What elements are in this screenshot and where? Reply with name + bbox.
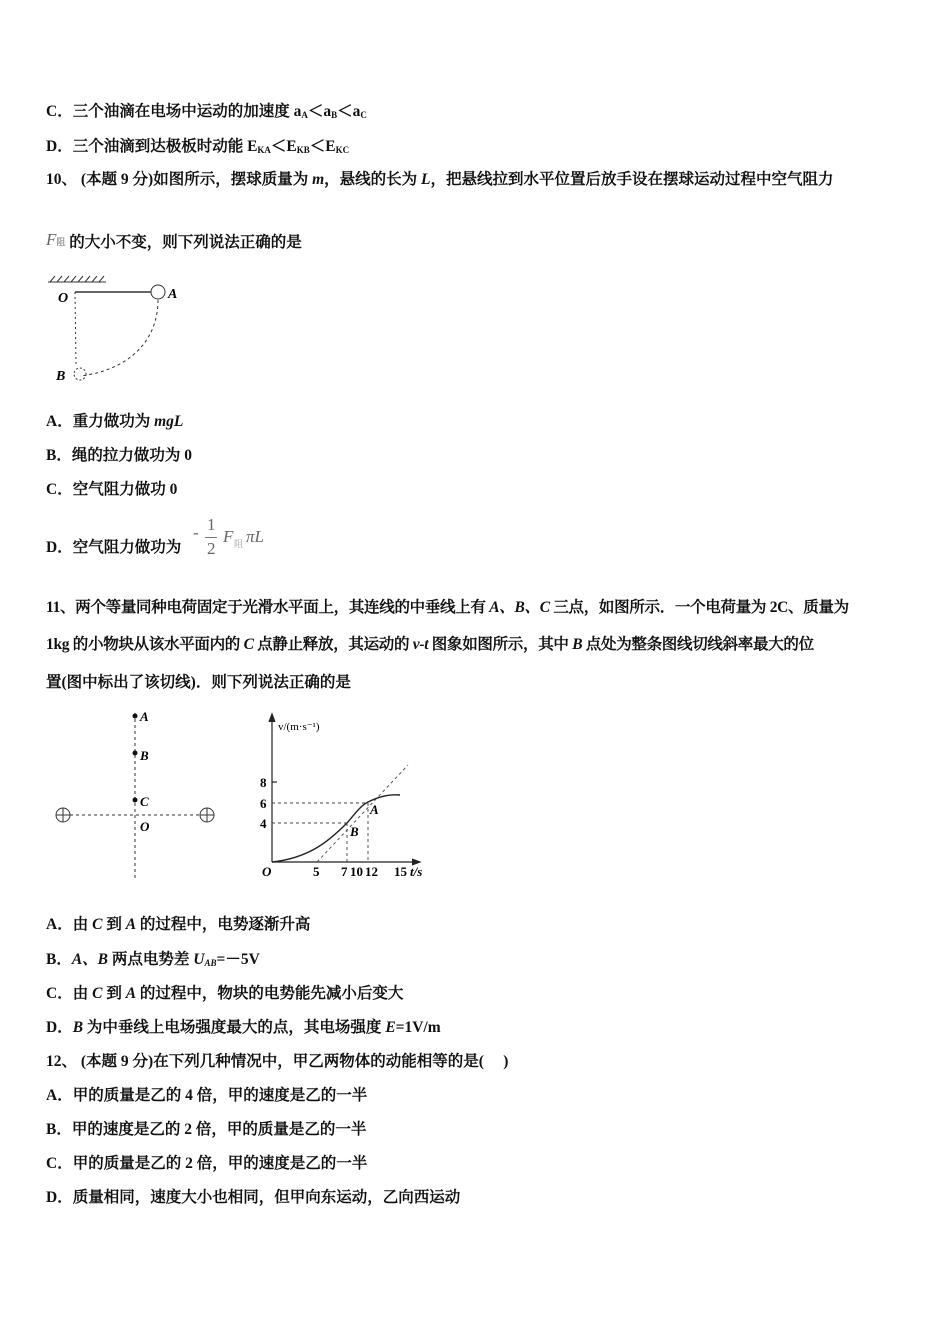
stem-text: ，悬线的长为	[324, 171, 422, 188]
option-label: D．	[46, 138, 73, 155]
subscript: KB	[296, 145, 310, 155]
subscript: KC	[335, 145, 350, 155]
option-text: 甲的质量是乙的 2 倍，甲的速度是乙的一半	[72, 1155, 368, 1172]
math: C	[243, 636, 254, 653]
option-text: 三个油滴在电场中运动的加速度 a	[72, 103, 302, 120]
math: B	[572, 636, 583, 653]
origin-label: O	[140, 819, 150, 834]
point-b-label: B	[350, 824, 359, 839]
math: C	[92, 916, 103, 933]
q12-option-b	[46, 1120, 366, 1140]
point-b-label: B	[140, 748, 149, 763]
math-f: F	[223, 527, 234, 546]
option-text: 质量相同，速度大小也相同，但甲向东运动，乙向西运动	[72, 1189, 461, 1206]
math: U	[193, 951, 205, 968]
option-text: 由	[72, 985, 93, 1002]
q9-option-d	[46, 137, 349, 160]
y-axis-label: v/(m·s⁻¹)	[278, 721, 320, 733]
math: A、B	[71, 951, 109, 968]
math: A	[125, 916, 137, 933]
y-tick-label: 8	[260, 775, 267, 790]
option-label: C．	[46, 103, 73, 120]
option-text: ＜a	[307, 103, 332, 120]
option-label: A．	[46, 413, 73, 430]
math-m: m	[312, 171, 325, 188]
stem-text: ，把悬线拉到水平位置后放手设在摆球运动过程中空气阻力	[430, 171, 834, 188]
label-b: B	[56, 369, 66, 384]
option-label: D．	[46, 1019, 73, 1036]
option-label: A．	[46, 1087, 73, 1104]
x-tick-label: 10	[350, 864, 363, 879]
subscript: C	[360, 110, 367, 120]
point-a-label: A	[370, 802, 379, 817]
option-text: 三个油滴到达极板时动能 E	[72, 138, 258, 155]
charges-figure	[50, 705, 225, 885]
option-label: B．	[46, 1121, 72, 1138]
math: E	[385, 1019, 396, 1036]
stem-text: 的大小不变，则下列说法正确的是	[69, 234, 302, 251]
math-f: F	[46, 230, 57, 249]
subscript: AB	[204, 958, 217, 968]
math: v-t	[412, 636, 429, 653]
minus: -	[193, 523, 199, 542]
stem-text: 点处为整条图线切线斜率最大的位	[582, 636, 814, 653]
option-label: C．	[46, 1155, 73, 1172]
option-text: 由	[72, 916, 93, 933]
q11-stem-line2	[46, 635, 814, 655]
option-label: D．	[46, 539, 73, 556]
x-tick-label: 15	[394, 864, 407, 879]
point-c-label: C	[140, 794, 149, 809]
option-label: C．	[46, 985, 73, 1002]
stem-text: 10、 (本题 9 分)如图所示，摆球质量为	[46, 171, 313, 188]
option-label: B．	[46, 951, 72, 968]
q10-option-a	[46, 412, 183, 432]
q11-stem-line3	[46, 673, 351, 693]
subscript: B	[331, 110, 338, 120]
math: A、B、C	[489, 599, 550, 616]
pendulum-figure	[40, 270, 200, 390]
q11-option-b	[46, 950, 260, 973]
subscript: KA	[257, 145, 271, 155]
option-text: =－5V	[216, 951, 260, 968]
option-text: ＜E	[309, 138, 336, 155]
stem-text: 1kg 的小物块从该水平面内的	[46, 636, 244, 653]
math-pi-l: πL	[246, 527, 264, 546]
q11-option-a	[46, 915, 310, 935]
q12-option-c	[46, 1154, 367, 1174]
math-l: L	[421, 171, 431, 188]
q9-option-c	[46, 102, 367, 125]
label-a: A	[168, 287, 178, 302]
option-text: 空气阻力做功 0	[72, 481, 178, 498]
option-text: 到	[102, 916, 126, 933]
stem-text: 三点，如图所示．一个电荷量为 2C、质量为	[549, 599, 849, 616]
y-tick-label: 6	[260, 796, 267, 811]
option-text: 甲的速度是乙的 2 倍，甲的质量是乙的一半	[71, 1121, 367, 1138]
q12-option-d	[46, 1188, 460, 1208]
option-text: 两点电势差	[108, 951, 194, 968]
x-tick-label: 12	[365, 864, 378, 879]
vt-graph	[250, 710, 440, 885]
x-tick-label: 5	[313, 864, 320, 879]
point-a-label: A	[140, 709, 149, 724]
stem-text: 置(图中标出了该切线)．则下列说法正确的是	[46, 674, 351, 691]
option-text: 的过程中，电势逐渐升高	[136, 916, 311, 933]
math: A	[125, 985, 137, 1002]
q11-option-c	[46, 984, 403, 1004]
stem-text: 点静止释放，其运动的	[253, 636, 413, 653]
y-tick-label: 4	[260, 816, 267, 831]
option-text: 甲的质量是乙的 4 倍，甲的速度是乙的一半	[72, 1087, 368, 1104]
x-axis-label: t/s	[410, 864, 423, 879]
option-label: C．	[46, 481, 73, 498]
fraction-denominator: 2	[207, 539, 216, 558]
q10-option-d	[46, 538, 181, 558]
stem-text: 12、 (本题 9 分)在下列几种情况中，甲乙两物体的动能相等的是( )	[46, 1053, 509, 1070]
stem-text: 图象如图所示，其中	[428, 636, 573, 653]
option-text: ＜E	[270, 138, 297, 155]
option-text: ＜a	[337, 103, 361, 120]
option-label: D．	[46, 1189, 73, 1206]
subscript: 阻	[56, 237, 66, 247]
math: mgL	[154, 413, 184, 430]
math: C	[92, 985, 103, 1002]
q10-option-b	[46, 446, 192, 466]
option-text: 绳的拉力做功为 0	[71, 447, 192, 464]
fraction-numerator: 1	[207, 515, 216, 534]
label-o: O	[58, 291, 69, 306]
subscript: 阻	[234, 539, 244, 549]
fraction-bar	[205, 537, 217, 538]
math: B	[72, 1019, 84, 1036]
origin-label: O	[262, 864, 272, 879]
option-text: 到	[102, 985, 126, 1002]
option-label: A．	[46, 916, 73, 933]
option-text: 的过程中，物块的电势能先减小后变大	[136, 985, 404, 1002]
option-text: 为中垂线上电场强度最大的点，其电场强度	[83, 1019, 386, 1036]
option-text: 空气阻力做功为	[72, 539, 182, 556]
q12-stem	[46, 1052, 508, 1072]
subscript: A	[301, 110, 308, 120]
option-text: =1V/m	[395, 1019, 441, 1036]
q11-stem-line1	[46, 598, 849, 618]
q10-option-c	[46, 480, 177, 500]
q11-option-d	[46, 1018, 441, 1038]
option-text: 重力做功为	[72, 413, 155, 430]
q10-stem	[46, 170, 834, 190]
q10-stem-cont	[46, 230, 302, 252]
option-label: B．	[46, 447, 72, 464]
stem-text: 11、两个等量同种电荷固定于光滑水平面上，其连线的中垂线上有	[46, 599, 490, 616]
x-tick-label: 7	[341, 864, 348, 879]
q12-option-a	[46, 1086, 367, 1106]
